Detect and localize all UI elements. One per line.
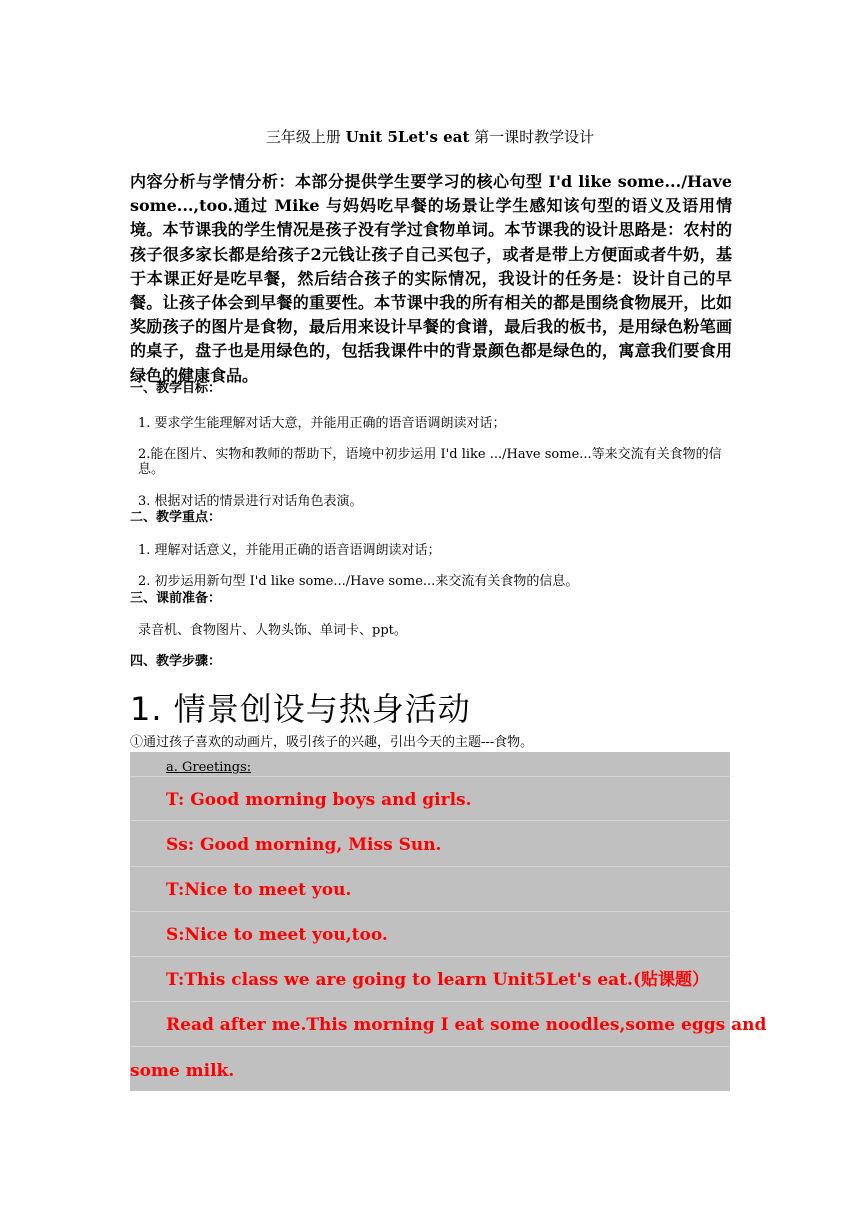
step-title: 1. 情景创设与热身活动	[130, 690, 471, 728]
section-heading-key-points: 二、教学重点：	[130, 510, 222, 525]
content-analysis-paragraph: 内容分析与学情分析：本部分提供学生要学习的核心句型 I'd like some.../Have some...,too.通过 Mike 与妈妈吃早餐的场景让学生感知该句型的语义及语用情境。本节课我的学生情况是孩子没有学过食物单词。本节课我的设计思路是：农村的孩子很多家长都是给孩子2元钱让孩子自己买包子，或者是带上方便面或者牛奶，基于本课正好是吃早餐，然后结合孩子的实际情况，我设计的任务是：设计自己的早餐。让孩子体会到早餐的重要性。本节课中我的所有相关的都是围绕食物展开，比如奖励孩子的图片是食物，最后用来设计早餐的食谱，最后我的板书，是用绿色粉笔画的桌子，盘子也是用绿色的，包括我课件中的背景颜色都是绿色的，寓意我们要食用绿色的健康食品。	[130, 172, 732, 385]
dialogue-line: some milk.	[130, 1061, 235, 1081]
step-note: ①通过孩子喜欢的动画片，吸引孩子的兴趣，引出今天的主题---食物。	[130, 735, 534, 750]
objective-item-2: 2.能在图片、实物和教师的帮助下，语境中初步运用 I'd like .../Have some...等来交流有关食物的信息。	[138, 447, 722, 477]
key-point-item-2: 2. 初步运用新句型 I'd like some.../Have some...来交流有关食物的信息。	[138, 574, 579, 589]
row-divider	[130, 911, 730, 912]
title-unit: Unit 5Let's eat	[345, 128, 470, 146]
dialogue-line: T: Good morning boys and girls.	[166, 790, 472, 810]
key-point-item-1: 1. 理解对话意义，并能用正确的语音语调朗读对话；	[138, 543, 441, 558]
dialogue-line: T:This class we are going to learn Unit5Let's eat.(贴课题）	[166, 970, 710, 990]
dialogue-line: Read after me.This morning I eat some noodles,some eggs and	[166, 1015, 767, 1035]
row-divider	[130, 820, 730, 821]
title-suffix: 第一课时教学设计	[474, 128, 595, 146]
section-heading-objectives: 一、教学目标：	[130, 381, 222, 396]
preparation-item: 录音机、食物图片、人物头饰、单词卡、ppt。	[138, 623, 407, 638]
row-divider	[130, 776, 730, 777]
title-prefix: 三年级上册	[265, 128, 341, 146]
dialogue-line: T:Nice to meet you.	[166, 880, 352, 900]
greetings-label: a. Greetings:	[166, 760, 252, 775]
row-divider	[130, 1001, 730, 1002]
objective-item-1: 1. 要求学生能理解对话大意，并能用正确的语音语调朗读对话；	[138, 416, 506, 431]
dialogue-line: S:Nice to meet you,too.	[166, 925, 388, 945]
objective-item-3: 3. 根据对话的情景进行对话角色表演。	[138, 494, 363, 509]
section-heading-steps: 四、教学步骤：	[130, 654, 222, 669]
dialogue-box	[130, 752, 767, 1091]
row-divider	[130, 1046, 730, 1047]
row-divider	[130, 866, 730, 867]
section-heading-preparation: 三、课前准备：	[130, 591, 222, 606]
row-divider	[130, 956, 730, 957]
dialogue-line: Ss: Good morning, Miss Sun.	[166, 835, 442, 855]
document-title	[130, 126, 730, 148]
